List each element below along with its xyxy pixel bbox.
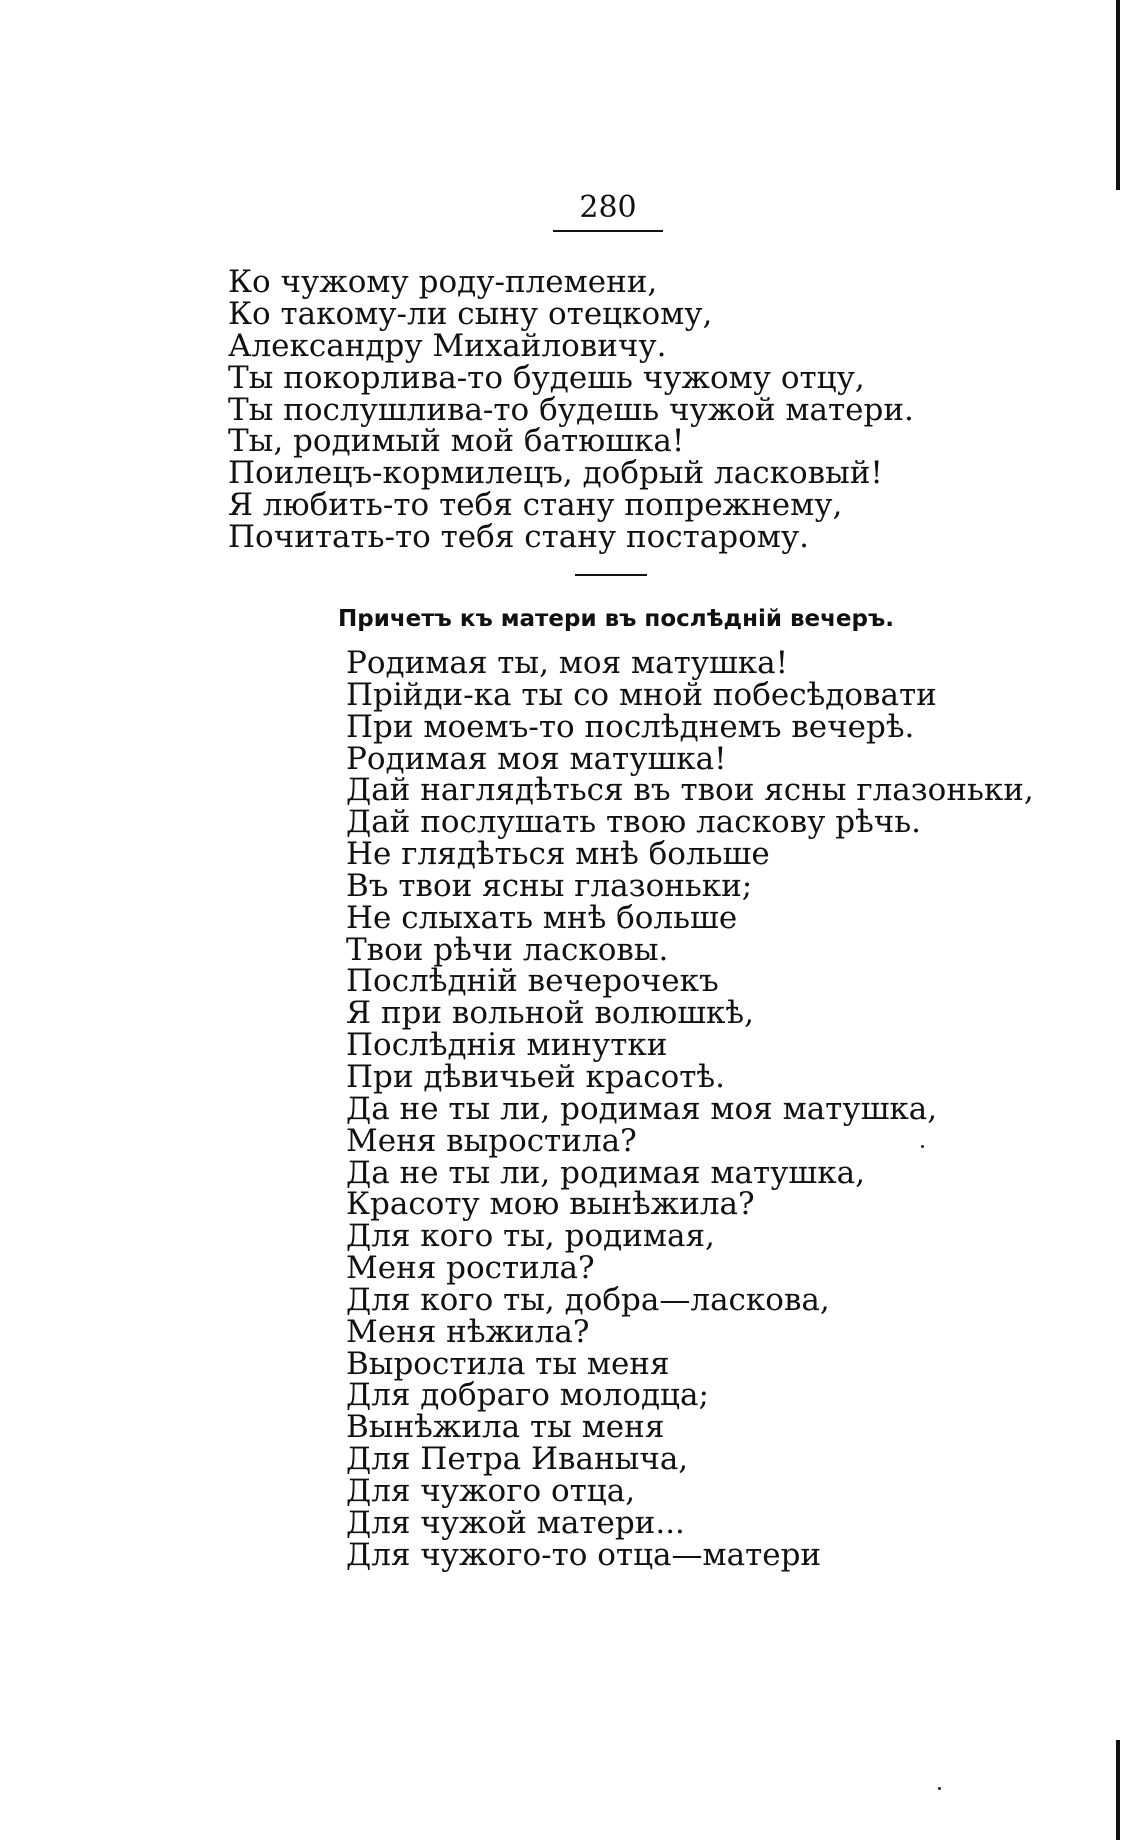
- section-title: Причетъ къ матери въ послѣдній вечеръ.: [338, 606, 895, 632]
- verse-line: При дѣвичьей красотѣ.: [346, 1058, 725, 1095]
- print-speck: [921, 1145, 924, 1148]
- verse-line: Дай послушать твою ласкову рѣчь.: [346, 804, 921, 841]
- verse-line: Меня нѣжила?: [346, 1313, 590, 1350]
- verse-top: [228, 264, 914, 556]
- verse-main: [346, 645, 1034, 1573]
- verse-line: Ты послушлива-то будешь чужой матери.: [228, 391, 914, 428]
- verse-line: Для чужого-то отца—матери: [346, 1536, 822, 1573]
- verse-line: При моемъ-то послѣднемъ вечерѣ.: [346, 708, 915, 745]
- page-number-rule: [553, 230, 663, 232]
- verse-line: Не слыхать мнѣ больше: [346, 899, 738, 936]
- verse-line: Не глядѣться мнѣ больше: [346, 836, 770, 873]
- verse-line: Я при вольной волюшкѣ,: [346, 995, 754, 1032]
- verse-line: Прійди-ка ты со мной побесѣдовати: [346, 676, 937, 713]
- scan-edge-bottom: [1116, 1740, 1120, 1840]
- verse-line: Почитать-то тебя стану постарому.: [228, 519, 810, 556]
- verse-line: Для кого ты, добра—ласкова,: [346, 1281, 830, 1318]
- verse-line: Послѣднія минутки: [346, 1027, 668, 1064]
- scan-edge-top: [1116, 0, 1120, 190]
- section-divider: [575, 574, 647, 576]
- verse-line: Меня выростила?: [346, 1122, 637, 1159]
- verse-line: Ко такому-ли сыну отецкому,: [228, 295, 713, 332]
- verse-line: Выростила ты меня: [346, 1345, 670, 1382]
- verse-line: Ты, родимый мой батюшка!: [228, 423, 685, 460]
- verse-line: Да не ты ли, родимая моя матушка,: [346, 1090, 938, 1127]
- verse-line: Для кого ты, родимая,: [346, 1218, 715, 1255]
- verse-line: Для чужого отца,: [346, 1472, 636, 1509]
- verse-line: Да не ты ли, родимая матушка,: [346, 1154, 865, 1191]
- verse-line: Меня ростила?: [346, 1250, 595, 1287]
- verse-line: Для чужой матери...: [346, 1504, 685, 1541]
- verse-line: Я любить-то тебя стану попрежнему,: [228, 487, 843, 524]
- verse-line: Александру Михайловичу.: [228, 327, 667, 364]
- verse-line: Родимая ты, моя матушка!: [346, 645, 789, 681]
- verse-line: Красоту мою вынѣжила?: [346, 1186, 755, 1223]
- verse-line: Поилецъ-кормилецъ, добрый ласковый!: [228, 455, 883, 492]
- verse-line: Въ твои ясны глазоньки;: [346, 867, 753, 904]
- verse-line: Для добраго молодца;: [346, 1377, 709, 1414]
- verse-line: Для Петра Иваныча,: [346, 1441, 689, 1478]
- verse-line: Родимая моя матушка!: [346, 740, 727, 777]
- verse-line: Твои рѣчи ласковы.: [346, 931, 669, 968]
- verse-line: Вынѣжила ты меня: [346, 1409, 665, 1446]
- print-speck: [938, 1787, 941, 1790]
- verse-line: Ко чужому роду-племени,: [228, 264, 658, 300]
- verse-line: Послѣдній вечерочекъ: [346, 963, 719, 1000]
- page-number: 280: [579, 190, 637, 225]
- verse-line: Ты покорлива-то будешь чужому отцу,: [228, 359, 865, 396]
- verse-line: Дай наглядѣться въ твои ясны глазоньки,: [346, 772, 1034, 809]
